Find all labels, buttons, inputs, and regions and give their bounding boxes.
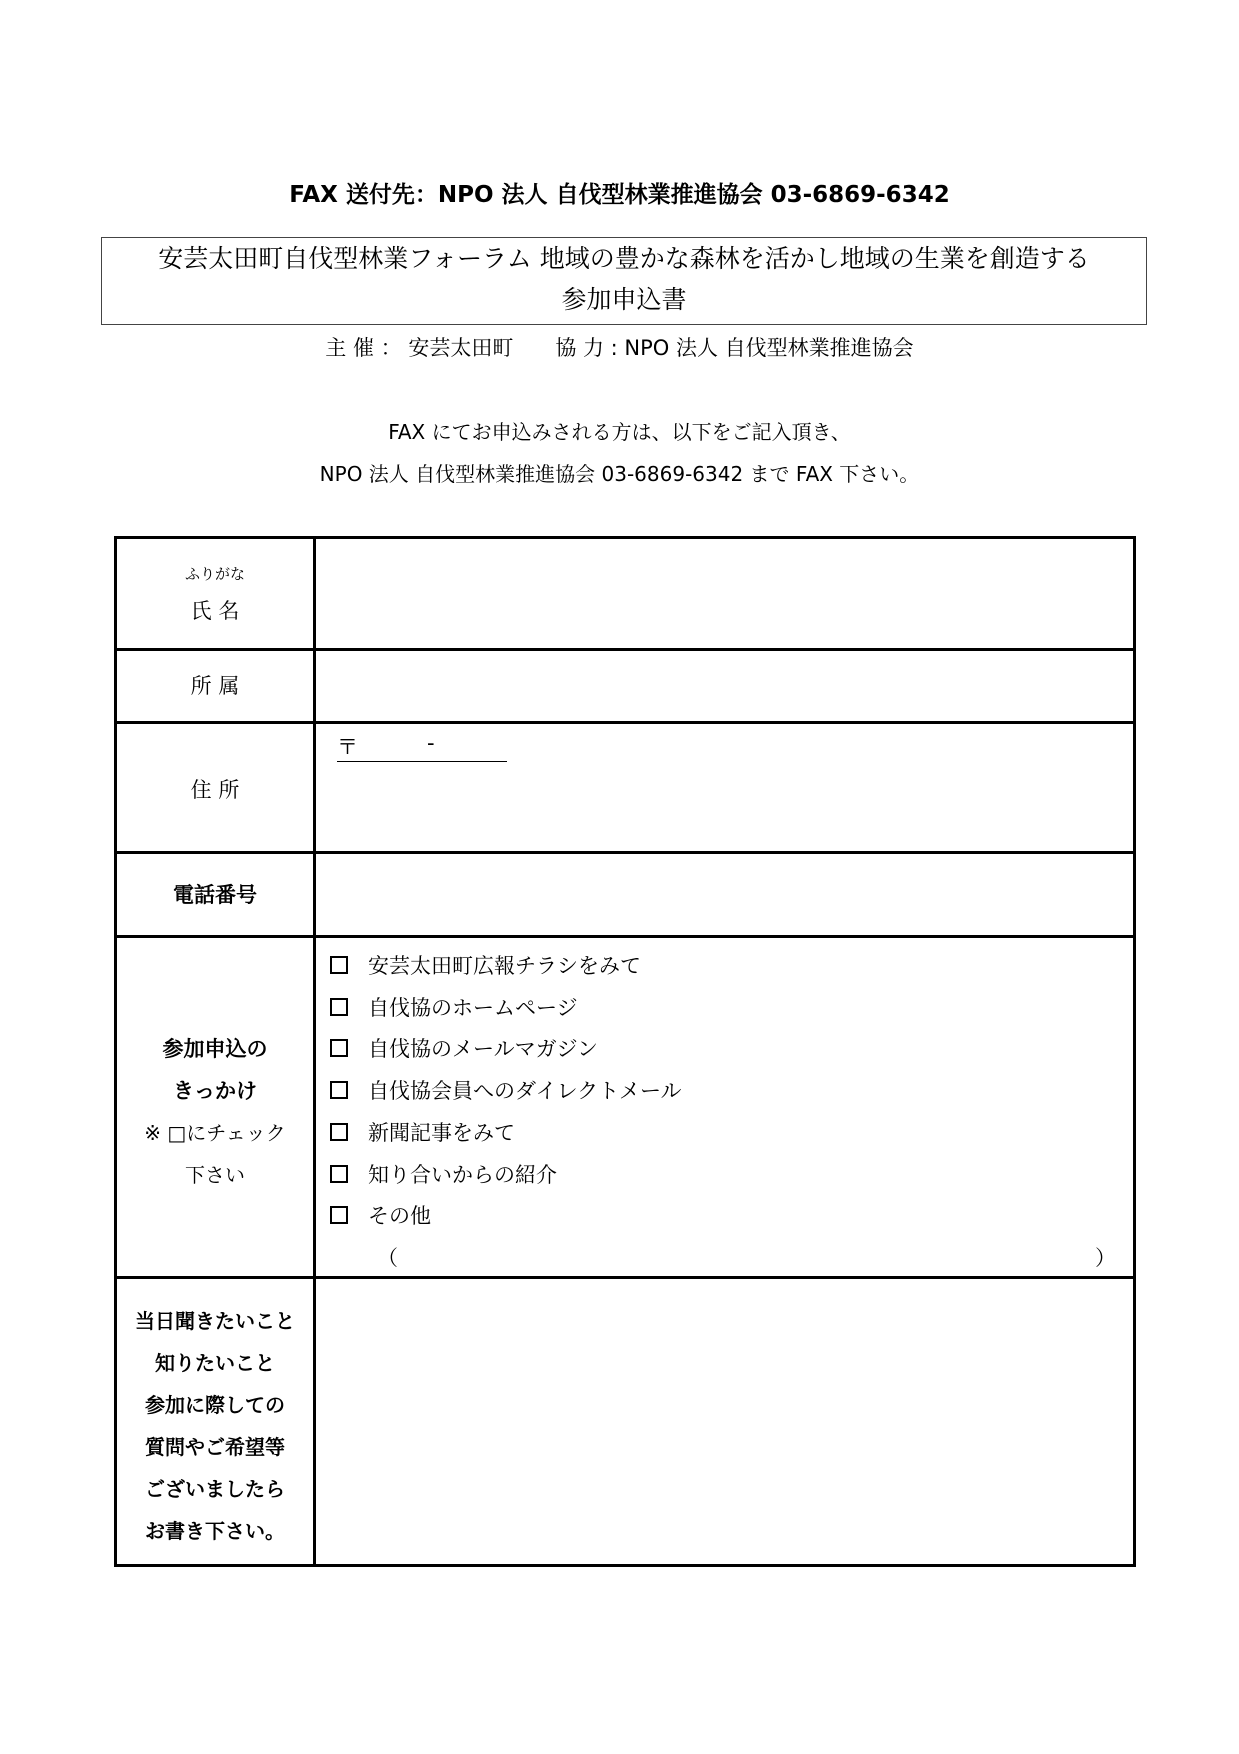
option-label: 新聞記事をみて xyxy=(368,1121,515,1145)
postal-mark: 〒 xyxy=(337,735,358,759)
other-paren-close: ） xyxy=(1095,1246,1116,1270)
questions-label-line: 質問やご希望等 xyxy=(145,1435,285,1459)
postal-code-field[interactable] xyxy=(337,731,507,762)
reason-label-line-2: きっかけ xyxy=(173,1079,257,1103)
instruction-line-1: FAX にてお申込みされる方は、以下をご記入頂き、 xyxy=(388,420,851,444)
checkbox[interactable] xyxy=(330,1206,348,1224)
reason-option-acquaintance[interactable] xyxy=(330,1159,557,1189)
questions-label-line: ございましたら xyxy=(145,1477,285,1501)
sponsor-line: 主 催 ： 安芸太田町 協 力 : NPO 法人 自伐型林業推進協会 xyxy=(325,336,914,360)
row-divider xyxy=(117,935,1133,938)
reason-note-line-1: ※ □にチェック xyxy=(144,1121,286,1145)
checkbox[interactable] xyxy=(330,1039,348,1057)
phone-label: 電話番号 xyxy=(173,883,257,907)
option-label: 自伐協のメールマガジン xyxy=(368,1037,599,1061)
checkbox[interactable] xyxy=(330,956,348,974)
document-subtitle: 参加申込書 xyxy=(561,285,687,314)
questions-label-line: お書き下さい。 xyxy=(145,1519,285,1543)
column-divider xyxy=(313,539,316,1564)
reason-option-other[interactable] xyxy=(330,1200,431,1230)
name-label: 氏 名 xyxy=(190,599,240,623)
reason-option-newspaper[interactable] xyxy=(330,1117,515,1147)
application-form-table xyxy=(114,536,1136,1567)
affiliation-label: 所 属 xyxy=(190,674,240,698)
option-label: 自伐協会員へのダイレクトメール xyxy=(368,1079,682,1103)
reason-option-mail-magazine[interactable] xyxy=(330,1033,598,1063)
checkbox[interactable] xyxy=(330,1165,348,1183)
option-label: 自伐協のホームページ xyxy=(368,996,578,1020)
questions-field[interactable] xyxy=(317,1279,1133,1564)
checkbox[interactable] xyxy=(330,1081,348,1099)
name-field[interactable] xyxy=(317,539,1133,648)
questions-label-line: 当日聞きたいこと xyxy=(135,1309,295,1333)
affiliation-field[interactable] xyxy=(317,651,1133,721)
checkbox[interactable] xyxy=(330,1123,348,1141)
other-input[interactable] xyxy=(404,1239,1094,1269)
furigana-label: ふりがな xyxy=(184,565,245,583)
fax-destination: FAX 送付先：NPO 法人 自伐型林業推進協会 03-6869-6342 xyxy=(289,182,950,208)
option-label: 安芸太田町広報チラシをみて xyxy=(368,954,641,978)
questions-label-line: 参加に際しての xyxy=(145,1393,285,1417)
postal-dash: - xyxy=(427,731,435,755)
checkbox[interactable] xyxy=(330,998,348,1016)
questions-label-line: 知りたいこと xyxy=(155,1351,275,1375)
option-label: 知り合いからの紹介 xyxy=(368,1163,557,1187)
address-label: 住 所 xyxy=(190,778,240,802)
option-label: その他 xyxy=(368,1204,431,1228)
other-paren-open: （ xyxy=(377,1246,398,1270)
reason-label-line-1: 参加申込の xyxy=(162,1037,268,1061)
reason-option-direct-mail[interactable] xyxy=(330,1075,682,1105)
phone-field[interactable] xyxy=(317,854,1133,935)
reason-note-line-2: 下さい xyxy=(185,1163,245,1187)
instruction-line-2: NPO 法人 自伐型林業推進協会 03-6869-6342 まで FAX 下さい。 xyxy=(319,462,920,486)
document-title-box xyxy=(101,237,1147,325)
document-title: 安芸太田町自伐型林業フォーラム 地域の豊かな森林を活かし地域の生業を創造する xyxy=(158,244,1090,273)
reason-option-homepage[interactable] xyxy=(330,992,578,1022)
reason-option-flyer[interactable] xyxy=(330,950,641,980)
